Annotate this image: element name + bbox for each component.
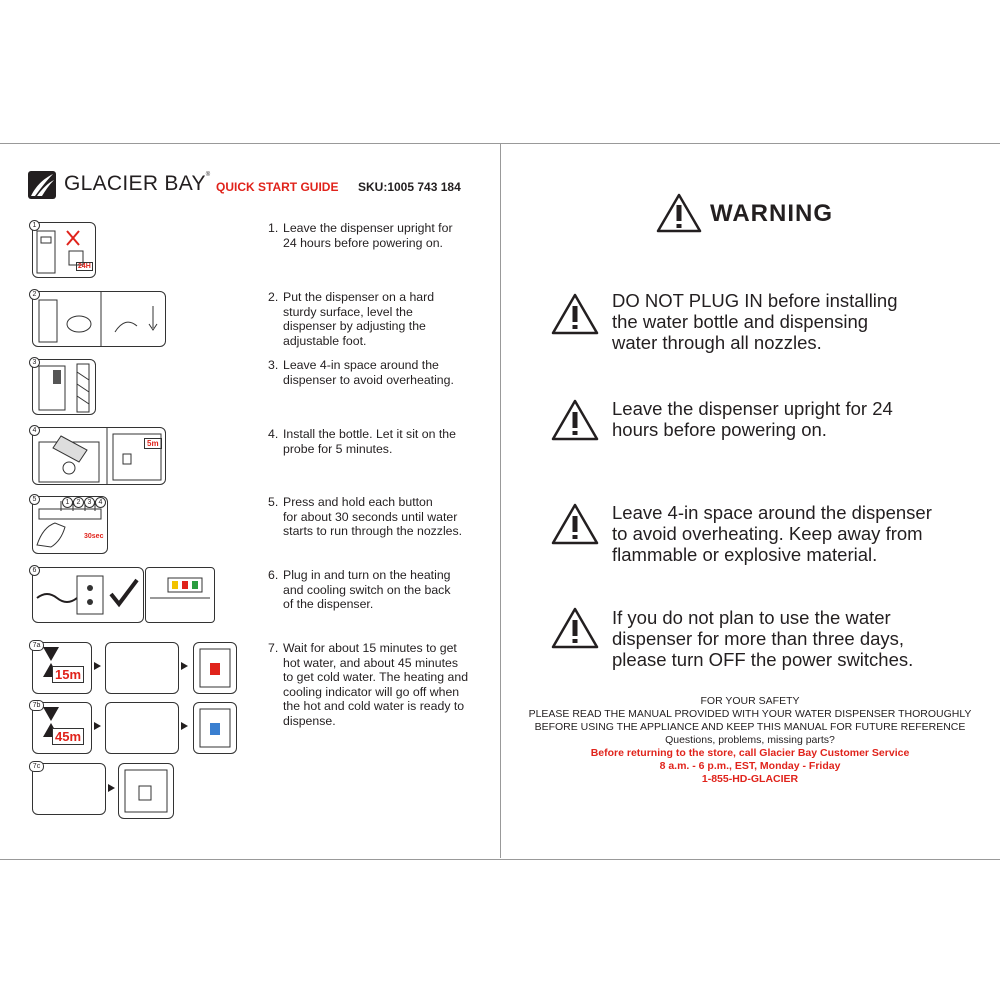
warning-triangle-icon: [656, 192, 702, 234]
warning-triangle-icon: [551, 292, 599, 336]
button-3-badge: 3: [84, 497, 95, 508]
arrow-right-icon: [108, 784, 115, 792]
warning-triangle-icon: [551, 398, 599, 442]
bottle-icon: [33, 428, 165, 484]
warning-triangle-icon: [551, 502, 599, 546]
step-3-badge: 3: [29, 357, 40, 368]
step-5-text: 5. Press and hold each button for about 30 seconds until water starts to run through the nozzles.: [268, 495, 463, 538]
button-1-badge: 1: [62, 497, 73, 508]
checkmark-icon: [111, 580, 137, 604]
step-7a-badge: 7a: [29, 640, 44, 651]
step-6-text: 6. Plug in and turn on the heating and cooling switch on the back of the dispenser.: [268, 568, 451, 611]
step-6-badge: 6: [29, 565, 40, 576]
sku-label: SKU:1005 743 184: [358, 180, 461, 194]
24h-tag: 24H: [78, 263, 91, 270]
5m-tag: 5m: [144, 438, 162, 449]
step-7c-buttons: [32, 763, 106, 815]
switch-icon: [146, 568, 214, 622]
level-foot-icon: [33, 292, 165, 346]
step-7a-cup-hot: [193, 642, 237, 694]
cup-icon: [194, 703, 236, 753]
service-hours: 8 a.m. - 6 p.m., EST, Monday - Friday: [659, 760, 841, 772]
warning-item-1: DO NOT PLUG IN before installing the water bottle and dispensing water through all nozzles.: [612, 290, 898, 353]
arrow-right-icon: [94, 722, 101, 730]
step-4-badge: 4: [29, 425, 40, 436]
step-5-badge: 5: [29, 494, 40, 505]
outlet-icon: [33, 568, 143, 622]
45m-tag: 45m: [52, 728, 84, 745]
15m-tag: 15m: [52, 666, 84, 683]
clearance-icon: [33, 360, 95, 414]
step-4-text: 4. Install the bottle. Let it sit on the probe for 5 minutes.: [268, 427, 456, 456]
brand-name: GLACIER BAY®: [64, 172, 211, 195]
warning-title: WARNING: [710, 200, 833, 227]
safety-notice: FOR YOUR SAFETY PLEASE READ THE MANUAL PROVIDED WITH YOUR WATER DISPENSER THOROUGHLY BEFORE USING THE APPLIANCE AND KEEP THIS MANUAL FOR FUTURE REFERENCE Questions, problems, missing parts? Before returning to the store, call Glacier Bay Customer Service 8 a.m. - 6 p.m., EST, Monday - Friday 1-855-HD-GLACIER: [510, 695, 990, 786]
step-2-badge: 2: [29, 289, 40, 300]
step-7b-badge: 7b: [29, 700, 44, 711]
quick-start-title: QUICK START GUIDE: [216, 180, 339, 194]
step-3-text: 3. Leave 4-in space around the dispenser to avoid overheating.: [268, 358, 454, 387]
customer-service-line: Before returning to the store, call Glacier Bay Customer Service: [590, 747, 910, 759]
warning-item-4: If you do not plan to use the water dispenser for more than three days, please turn OFF the power switches.: [612, 607, 914, 670]
arrow-right-icon: [94, 662, 101, 670]
arrow-right-icon: [181, 722, 188, 730]
step-7c-badge: 7c: [29, 761, 44, 772]
step-2-illustration: [32, 291, 166, 347]
step-2-text: 2. Put the dispenser on a hard sturdy surface, level the dispenser by adjusting the adjustable foot.: [268, 290, 435, 348]
step-7a-buttons: [105, 642, 179, 694]
step-7c-cup: [118, 763, 174, 819]
button-2-badge: 2: [73, 497, 84, 508]
glacier-bay-logo-icon: [27, 170, 57, 200]
step-4-illustration: [32, 427, 166, 485]
button-4-badge: 4: [95, 497, 106, 508]
arrow-right-icon: [181, 662, 188, 670]
step-3-illustration: [32, 359, 96, 415]
step-1-text: 1. Leave the dispenser upright for 24 hours before powering on.: [268, 221, 453, 250]
step-7-text: 7. Wait for about 15 minutes to get hot water, and about 45 minutes to get cold water. The heating and cooling indicator will go off when the hot and cold water is ready to dispense.: [268, 641, 469, 728]
warning-item-3: Leave 4-in space around the dispenser to avoid overheating. Keep away from flammable or explosive material.: [612, 502, 932, 565]
30sec-tag: 30sec: [84, 533, 104, 540]
step-6-illustration: [32, 567, 144, 623]
back-switch-illustration: [145, 567, 215, 623]
cup-icon: [194, 643, 236, 693]
service-phone: 1-855-HD-GLACIER: [701, 773, 799, 785]
step-1-badge: 1: [29, 220, 40, 231]
page-divider: [500, 143, 501, 858]
warning-triangle-icon: [551, 606, 599, 650]
cup-icon: [119, 764, 173, 818]
step-7b-buttons: [105, 702, 179, 754]
warning-item-2: Leave the dispenser upright for 24 hours before powering on.: [612, 398, 893, 440]
step-7b-cup-cold: [193, 702, 237, 754]
